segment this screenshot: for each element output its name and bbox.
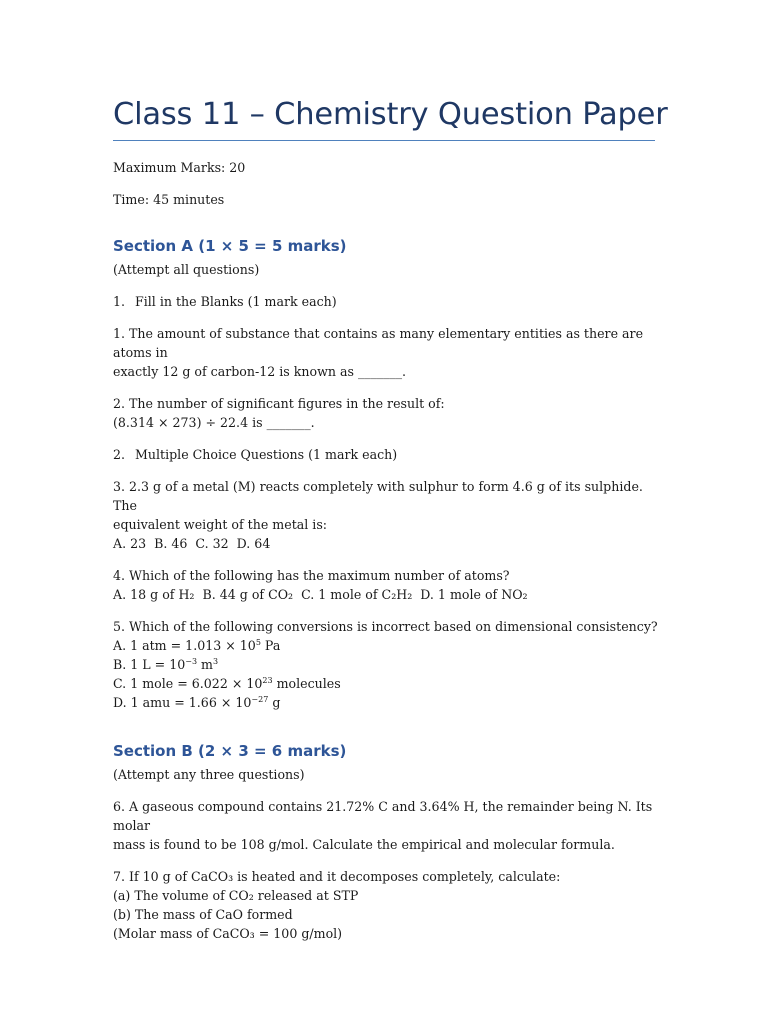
question-text: 1. The amount of substance that contains as many elementary entities as there are atoms in [113, 326, 644, 360]
question-text: 2. The number of significant figures in the result of: [113, 396, 445, 411]
option-d: D. 1 amu = $1.66 \times 10^{-27}$ g [113, 695, 281, 710]
title-divider [113, 140, 655, 141]
time-allowed: Time: 45 minutes [113, 192, 225, 207]
section-a-subheading-mcq [113, 445, 658, 464]
section-a-subheading-blanks [113, 292, 658, 311]
question-text: 5. Which of the following conversions is incorrect based on dimensional consistency? [113, 619, 658, 634]
max-marks: Maximum Marks: 20 [113, 160, 246, 175]
question-7 [113, 867, 658, 943]
section-b-instruction: (Attempt any three questions) [113, 767, 305, 782]
question-text: 4. Which of the following has the maximum number of atoms? [113, 568, 510, 583]
question-text: mass is found to be 108 g/mol. Calculate the empirical and molecular formula. [113, 837, 615, 852]
question-text: exactly 12 g of carbon-12 is known as _______. [113, 364, 407, 379]
list-label: Multiple Choice Questions (1 mark each) [135, 447, 398, 462]
list-number: 2. [113, 447, 126, 462]
question-text: equivalent weight of the metal is: [113, 517, 328, 532]
question-text: 3. 2.3 g of a metal (M) reacts completely with sulphur to form 4.6 g of its sulphide. The [113, 479, 643, 513]
question-text: (Molar mass of CaCO₃ = 100 g/mol) [113, 926, 343, 941]
question-text: 7. If 10 g of CaCO₃ is heated and it decomposes completely, calculate: [113, 869, 561, 884]
page-title: Class 11 – Chemistry Question Paper [113, 97, 668, 132]
question-3 [113, 477, 658, 553]
question-options: A. 23 B. 46 C. 32 D. 64 [113, 536, 271, 551]
section-a-instruction: (Attempt all questions) [113, 262, 260, 277]
question-6 [113, 797, 658, 854]
question-2 [113, 394, 658, 432]
question-options: A. 18 g of H₂ B. 44 g of CO₂ C. 1 mole of C₂H₂ D. 1 mole of NO₂ [113, 587, 528, 602]
paper-content [113, 158, 658, 956]
option-b: B. 1 $L = 10^{-3}$ $m^3$ [113, 657, 219, 672]
question-1 [113, 324, 658, 381]
question-text: (8.314 × 273) ÷ 22.4 is _______. [113, 415, 315, 430]
question-4 [113, 566, 658, 604]
section-b-heading: Section B (2 × 3 = 6 marks) [113, 742, 347, 760]
question-text: (b) The mass of CaO formed [113, 907, 293, 922]
section-a-heading: Section A (1 × 5 = 5 marks) [113, 237, 347, 255]
question-5 [113, 617, 658, 712]
question-text: (a) The volume of CO₂ released at STP [113, 888, 359, 903]
question-text: 6. A gaseous compound contains 21.72% C and 3.64% H, the remainder being N. Its molar [113, 799, 653, 833]
option-a: A. 1 atm = $1.013 \times 10^5$ Pa [113, 638, 281, 653]
option-c: C. 1 mole = $6.022 \times 10^{23}$ molecules [113, 676, 341, 691]
list-label: Fill in the Blanks (1 mark each) [135, 294, 337, 309]
list-number: 1. [113, 294, 126, 309]
